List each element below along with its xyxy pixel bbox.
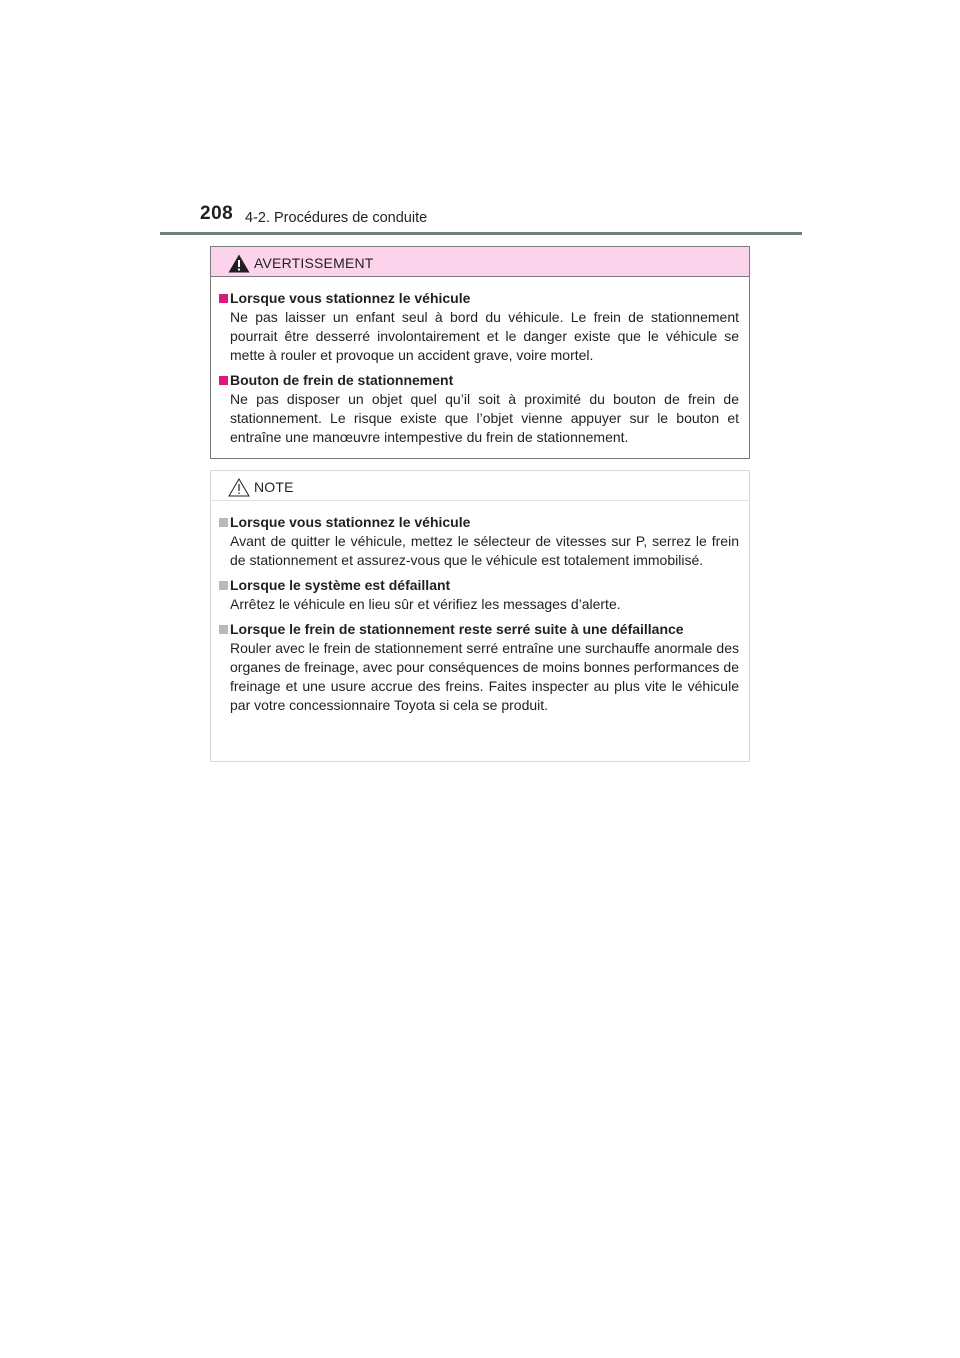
bullet-square-icon bbox=[219, 376, 228, 385]
warning-item-title-text: Bouton de frein de stationnement bbox=[230, 372, 454, 388]
note-item-text: Avant de quitter le véhicule, mettez le sélecteur de vitesses sur P, serrez le frein de stationnement et assurez-vous que le véhicule est totalement immobilisé. bbox=[230, 533, 739, 568]
warning-box bbox=[210, 246, 750, 459]
note-item bbox=[219, 576, 739, 614]
section-title: 4-2. Procédures de conduite bbox=[245, 210, 428, 226]
page-number: 208 bbox=[200, 203, 234, 224]
note-item-title bbox=[219, 513, 739, 532]
warning-item-text: Ne pas laisser un enfant seul à bord du véhicule. Le frein de stationnement pourrait être desserré involontairement et le danger existe que le véhicule se mette à rouler et provoque un accident grave, voire mortel. bbox=[230, 309, 739, 363]
note-item-text: Arrêtez le véhicule en lieu sûr et vérifiez les messages d’alerte. bbox=[230, 596, 621, 612]
note-item bbox=[219, 513, 739, 570]
caution-triangle-outline-icon bbox=[228, 478, 250, 497]
warning-triangle-icon bbox=[228, 254, 250, 273]
note-label: NOTE bbox=[254, 479, 294, 495]
note-item bbox=[219, 620, 739, 715]
warning-label: AVERTISSEMENT bbox=[254, 255, 374, 271]
note-item-title-text: Lorsque le frein de stationnement reste serré suite à une défaillance bbox=[230, 621, 684, 637]
header-rule bbox=[160, 232, 802, 235]
note-item-title-text: Lorsque vous stationnez le véhicule bbox=[230, 514, 471, 530]
note-body bbox=[211, 501, 749, 715]
note-box bbox=[210, 470, 750, 762]
bullet-square-icon bbox=[219, 294, 228, 303]
bullet-square-icon bbox=[219, 625, 228, 634]
note-item-title bbox=[219, 576, 739, 595]
warning-body bbox=[211, 277, 749, 447]
warning-item-title-text: Lorsque vous stationnez le véhicule bbox=[230, 290, 471, 306]
note-item-text: Rouler avec le frein de stationnement serré entraîne une surchauffe anormale des organes de freinage, avec pour conséquences de moins bonnes performances de freinage et une usure accrue des freins. Faites inspecter au plus vite le véhicule par votre concessionnaire Toyota si cela se produit. bbox=[230, 640, 739, 713]
bullet-square-icon bbox=[219, 581, 228, 590]
warning-item bbox=[219, 289, 739, 365]
warning-item bbox=[219, 371, 739, 447]
warning-item-text: Ne pas disposer un objet quel qu’il soit à proximité du bouton de frein de stationnement. Le risque existe que l’objet vienne appuyer sur le bouton et entraîne une manœuvre intempestive du frein de stationnement. bbox=[230, 391, 739, 445]
warning-item-title bbox=[219, 371, 739, 390]
warning-header bbox=[211, 247, 749, 277]
note-item-title bbox=[219, 620, 739, 639]
note-item-title-text: Lorsque le système est défaillant bbox=[230, 577, 451, 593]
note-header bbox=[211, 471, 749, 501]
bullet-square-icon bbox=[219, 518, 228, 527]
warning-item-title bbox=[219, 289, 739, 308]
